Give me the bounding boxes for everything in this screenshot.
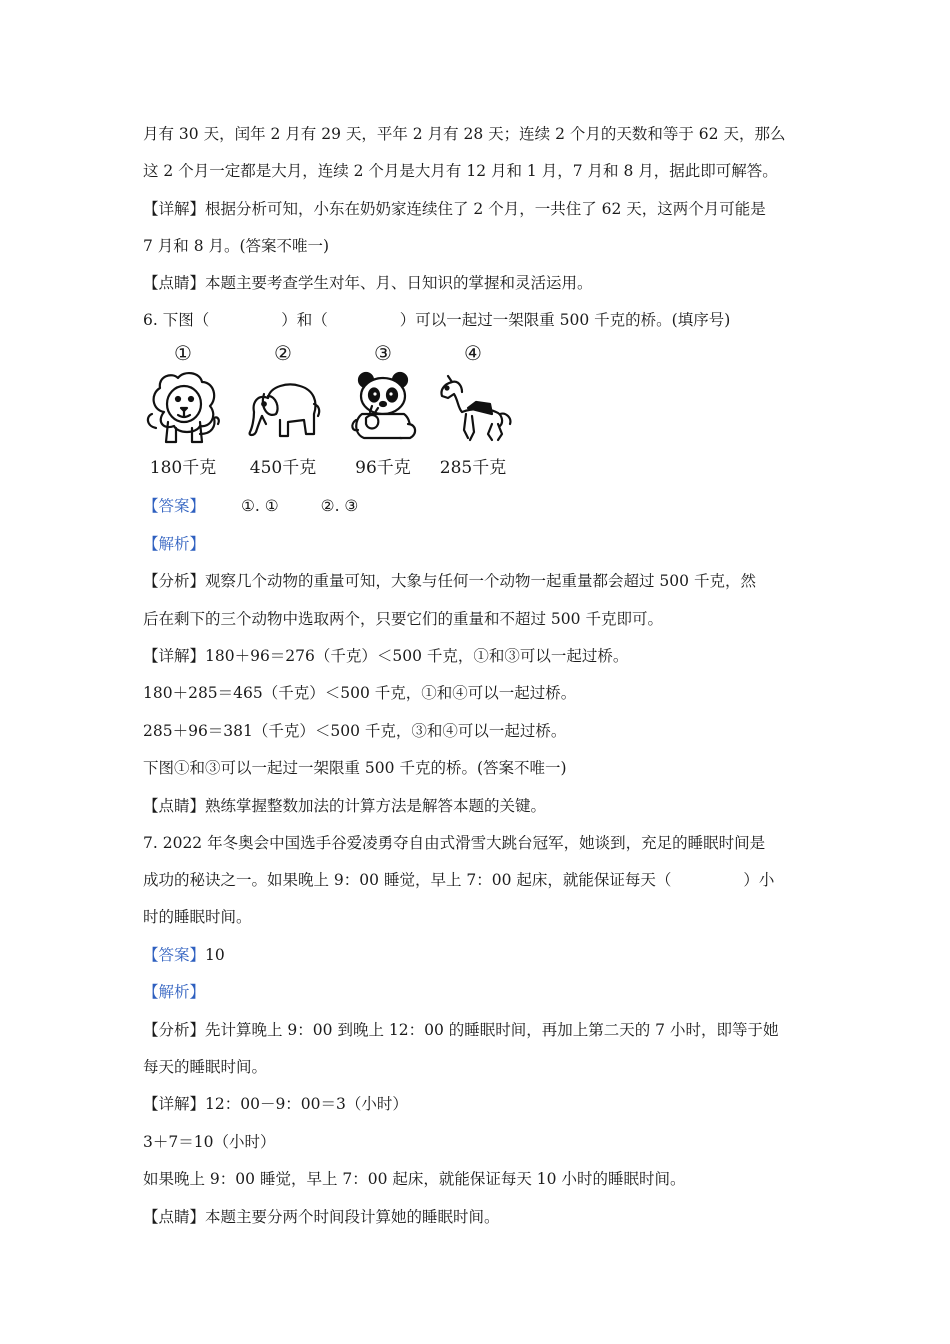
- question-text: 成功的秘诀之一。如果晚上 9：00 睡觉，早上 7：00 起床，就能保证每天（: [143, 871, 672, 889]
- text-line: 如果晚上 9：00 睡觉，早上 7：00 起床，就能保证每天 10 小时的睡眠时间。: [143, 1170, 686, 1188]
- animal-number: ③: [374, 341, 392, 365]
- text-line: 【分析】观察几个动物的重量可知，大象与任何一个动物一起重量都会超过 500 千克，然: [143, 572, 756, 590]
- text-line: 【详解】根据分析可知，小东在奶奶家连续住了 2 个月，一共住了 62 天，这两个月可能是: [143, 200, 766, 218]
- animal-weight: 450千克: [249, 458, 317, 478]
- text-line: 月有 30 天，闰年 2 月有 29 天，平年 2 月有 28 天；连续 2 个月的天数和等于 62 天，那么: [143, 125, 786, 143]
- text-line: 【详解】12：00－9：00＝3（小时）: [143, 1095, 408, 1113]
- text-line: 180＋285＝465（千克）＜500 千克，①和④可以一起过桥。: [143, 684, 577, 702]
- animal-number: ①: [174, 341, 192, 365]
- text-line: 这 2 个月一定都是大月，连续 2 个月是大月有 12 月和 1 月，7 月和 8 月，据此即可解答。: [143, 162, 778, 180]
- question-6: [143, 309, 823, 331]
- answer-line: [143, 944, 823, 966]
- question-7-line: [143, 869, 823, 891]
- animal-number: ②: [274, 341, 292, 365]
- animal-weight: 180千克: [149, 458, 217, 478]
- answer-line: [143, 495, 823, 517]
- text-line: 3＋7＝10（小时）: [143, 1133, 276, 1151]
- text-line: 每天的睡眠时间。: [143, 1058, 268, 1076]
- answer-value: ①. ①: [241, 497, 279, 515]
- text-line: 285＋96＝381（千克）＜500 千克，③和④可以一起过桥。: [143, 722, 567, 740]
- lion-icon: [142, 368, 224, 448]
- animal-weight: 285千克: [439, 458, 507, 478]
- question-text: ）和（: [281, 311, 328, 329]
- text-line: 时的睡眠时间。: [143, 908, 252, 926]
- animal-number: ④: [464, 341, 482, 365]
- question-text: ）可以一起过一架限重 500 千克的桥。(填序号): [399, 311, 731, 329]
- text-line: 下图①和③可以一起过一架限重 500 千克的桥。(答案不唯一): [143, 759, 567, 777]
- animal-item: [138, 340, 228, 480]
- text-line: 【点睛】熟练掌握整数加法的计算方法是解答本题的关键。: [143, 797, 547, 815]
- panda-icon: [342, 368, 424, 448]
- horse-icon: [432, 368, 514, 448]
- animal-item: [238, 340, 328, 480]
- question-text: ）小: [743, 871, 775, 889]
- answer-value: 10: [205, 946, 225, 964]
- question-text: 6. 下图（: [143, 311, 210, 329]
- text-line: 后在剩下的三个动物中选取两个，只要它们的重量和不超过 500 千克即可。: [143, 610, 663, 628]
- animal-item: [428, 340, 518, 480]
- text-line: 【点睛】本题主要考查学生对年、月、日知识的掌握和灵活运用。: [143, 274, 593, 292]
- text-line: 【分析】先计算晚上 9：00 到晚上 12：00 的睡眠时间，再加上第二天的 7 小时，即等于她: [143, 1021, 779, 1039]
- answer-value: ②. ③: [320, 497, 359, 515]
- animal-item: [338, 340, 428, 480]
- question-7: 7. 2022 年冬奥会中国选手谷爱凌勇夺自由式滑雪大跳台冠军，她谈到，充足的睡眠时间是: [143, 834, 766, 852]
- analysis-tag: 【解析】: [143, 983, 206, 1001]
- answer-tag: 【答案】: [143, 497, 206, 515]
- text-line: 7 月和 8 月。(答案不唯一): [143, 237, 330, 255]
- animal-figure: [140, 340, 540, 490]
- answer-tag: 【答案】: [143, 946, 206, 964]
- elephant-icon: [242, 368, 324, 448]
- text-line: 【点睛】本题主要分两个时间段计算她的睡眠时间。: [143, 1208, 500, 1226]
- analysis-tag: 【解析】: [143, 535, 206, 553]
- animal-weight: 96千克: [355, 458, 411, 478]
- text-line: 【详解】180＋96＝276（千克）＜500 千克，①和③可以一起过桥。: [143, 647, 629, 665]
